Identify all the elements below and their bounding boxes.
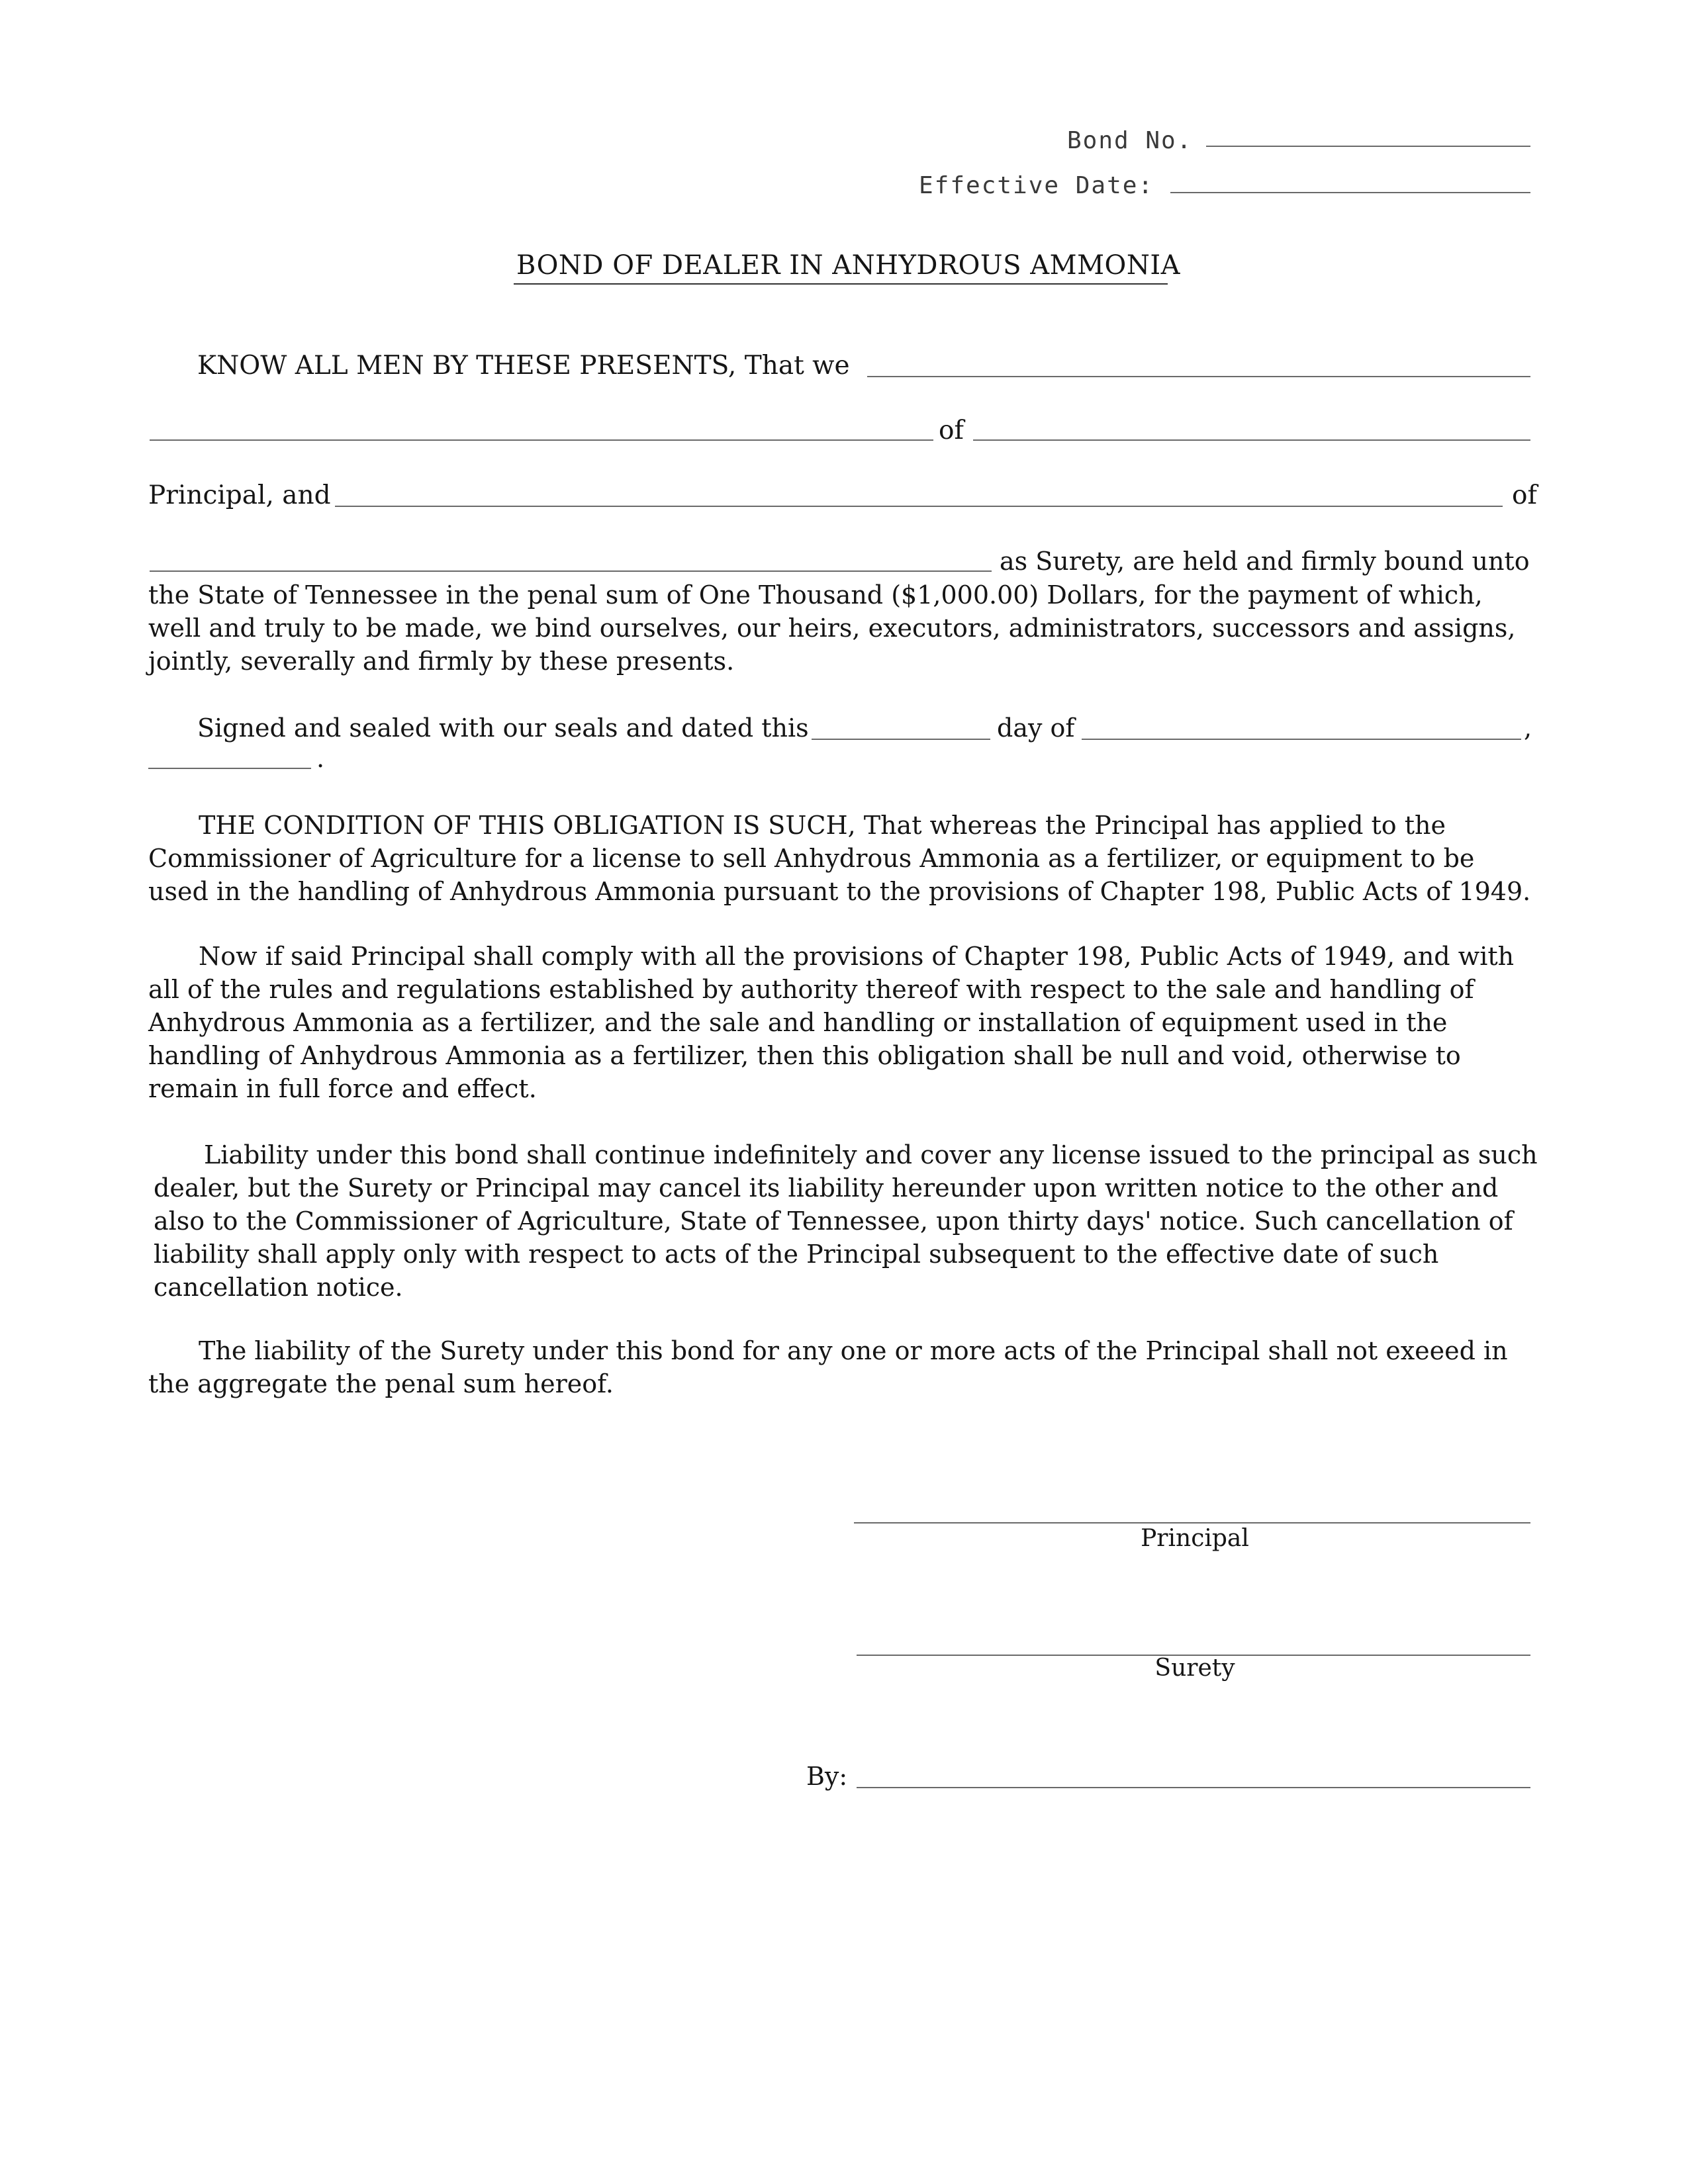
surety-address-field[interactable] xyxy=(150,570,992,572)
surety-name-field[interactable] xyxy=(335,506,1503,507)
principal-signature-label: Principal xyxy=(1141,1525,1249,1552)
day-field[interactable] xyxy=(812,739,990,740)
document-title: BOND OF DEALER IN ANHYDROUS AMMONIA xyxy=(516,250,1181,281)
principal-name-field-2[interactable] xyxy=(150,439,933,441)
know-all-men-text: KNOW ALL MEN BY THESE PRESENTS, That we xyxy=(197,351,850,381)
as-surety-text: as Surety, are held and firmly bound unto xyxy=(1000,547,1530,576)
by-signature-field[interactable] xyxy=(857,1787,1530,1788)
of-text-2: of xyxy=(1512,480,1537,510)
bond-no-field[interactable] xyxy=(1206,146,1530,147)
principal-and-text: Principal, and xyxy=(148,480,331,510)
principal-address-field[interactable] xyxy=(973,439,1530,441)
condition-paragraph: THE CONDITION OF THIS OBLIGATION IS SUCH, That whereas the Principal has applied to the Commissioner of Agriculture for a license to sell Anhydrous Ammonia as a fertilizer, or equipment to be used in the handling of Anhydrous Ammonia pursuant to the provisions of Chapter 198, Public Acts of 1949. xyxy=(148,811,1531,906)
period-text: . xyxy=(316,744,325,773)
day-of-text: day of xyxy=(997,713,1075,743)
liability-surety-paragraph: The liability of the Surety under this bond for any one or more acts of the Principal shall not exeeed in the aggregate the penal sum hereof. xyxy=(148,1336,1508,1398)
liability-continue-paragraph: Liability under this bond shall continue indefinitely and cover any license issued to the principal as such dealer, but the Surety or Principal may cancel its liability hereunder upon written notice to the other and also to the Commissioner of Agriculture, State of Tennessee, upon thirty days' notice. Such cancellation of liability shall apply only with respect to acts of the Principal subsequent to the effective date of such cancellation notice. xyxy=(154,1140,1538,1302)
month-field[interactable] xyxy=(1082,739,1521,740)
title-underline xyxy=(514,283,1168,285)
year-field[interactable] xyxy=(148,768,311,769)
principal-name-field[interactable] xyxy=(867,376,1530,377)
principal-signature-field[interactable] xyxy=(854,1522,1530,1524)
comma-text: , xyxy=(1524,713,1532,743)
bond-no-label: Bond No. xyxy=(1067,127,1193,154)
of-text-1: of xyxy=(939,416,964,445)
bond-body-paragraph: the State of Tennessee in the penal sum of One Thousand ($1,000.00) Dollars, for the payment of which, well and truly to be made, we bind ourselves, our heirs, executors, administrators, successors and assigns, jointly, severally and firmly by these presents. xyxy=(148,580,1516,676)
effective-date-field[interactable] xyxy=(1170,192,1530,193)
surety-signature-label: Surety xyxy=(1154,1655,1235,1682)
comply-paragraph: Now if said Principal shall comply with all the provisions of Chapter 198, Public Acts of 1949, and with all of the rules and regulations established by authority thereof with respect to the sale and handling of Anhydrous Ammonia as a fertilizer, and the sale and handling or installation of equipment used in the handling of Anhydrous Ammonia as a fertilizer, then this obligation shall be null and void, otherwise to remain in full force and effect. xyxy=(148,942,1515,1103)
signed-sealed-text: Signed and sealed with our seals and dated this xyxy=(197,713,809,743)
effective-date-label: Effective Date: xyxy=(919,172,1154,199)
by-label: By: xyxy=(806,1762,848,1791)
